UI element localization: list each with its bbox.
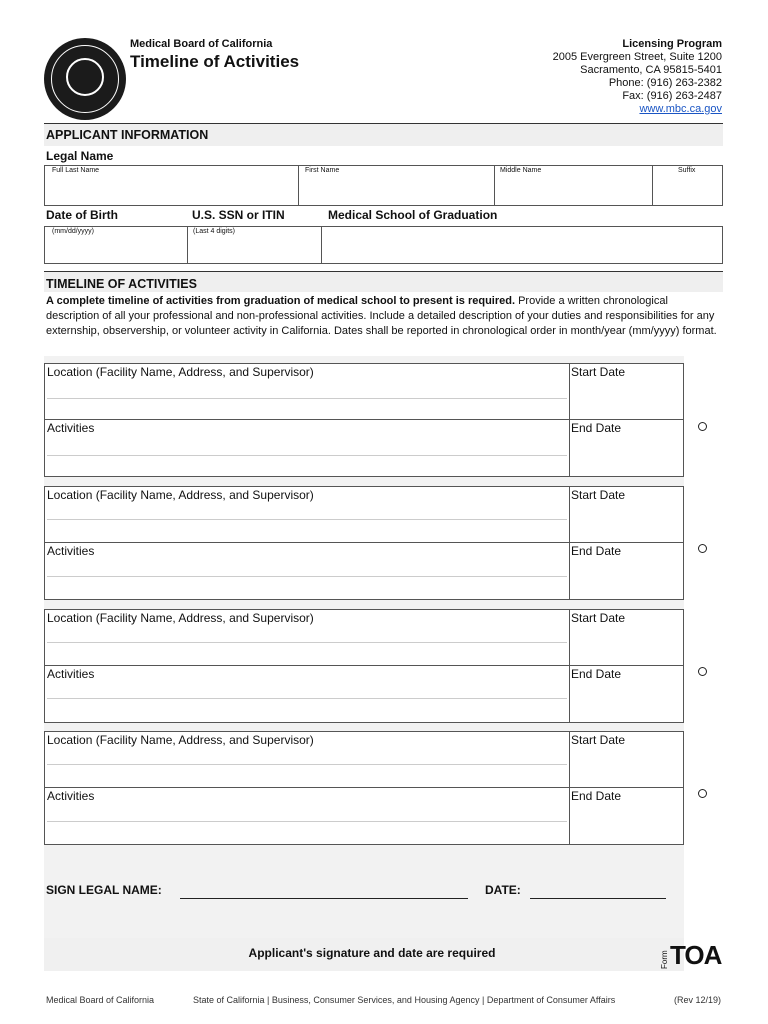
- timeline-section-title: TIMELINE OF ACTIVITIES: [46, 277, 197, 291]
- address-line-2: Sacramento, CA 95815-5401: [580, 64, 722, 76]
- entry-radio[interactable]: [698, 544, 707, 553]
- location-field[interactable]: Location (Facility Name, Address, and Supervisor): [47, 733, 314, 747]
- divider: [569, 487, 570, 599]
- divider: [569, 364, 570, 476]
- website-link[interactable]: www.mbc.ca.gov: [639, 103, 722, 115]
- divider: [187, 226, 188, 264]
- end-date-field[interactable]: End Date: [571, 544, 622, 558]
- dob-label: Date of Birth: [46, 208, 118, 222]
- writing-line: [47, 642, 567, 643]
- start-date-field[interactable]: Start Date: [571, 611, 626, 625]
- writing-line: [47, 576, 567, 577]
- footer-revision: (Rev 12/19): [674, 995, 722, 1005]
- date-label: DATE:: [485, 883, 521, 897]
- legal-name-row: [44, 165, 723, 206]
- applicant-section-title: APPLICANT INFORMATION: [46, 128, 209, 142]
- activity-entry: [44, 363, 684, 477]
- activities-field[interactable]: Activities: [47, 667, 95, 681]
- divider: [298, 165, 299, 206]
- divider: [45, 419, 683, 420]
- divider: [569, 610, 570, 722]
- med-school-label: Medical School of Graduation: [328, 208, 498, 222]
- phone: Phone: (916) 263-2382: [608, 77, 722, 89]
- entry-radio[interactable]: [698, 667, 707, 676]
- start-date-field[interactable]: Start Date: [571, 488, 626, 502]
- medical-board-seal-icon: [44, 38, 126, 120]
- writing-line: [47, 519, 567, 520]
- signature-date-line[interactable]: [530, 898, 666, 899]
- end-date-field[interactable]: End Date: [571, 789, 622, 803]
- instructions-text: Provide a written chronological description of all your professional and non-professional activities. Include a detailed description of your duties and responsibilities for any externship, observership, or volunteer activity in California. Dates shall be reported in chronological order in month/year (mm/yyyy) format.: [46, 295, 717, 337]
- start-date-field[interactable]: Start Date: [571, 733, 626, 747]
- entry-radio[interactable]: [698, 422, 707, 431]
- sign-legal-name-label: SIGN LEGAL NAME:: [46, 883, 162, 897]
- activity-entry: [44, 731, 684, 845]
- writing-line: [47, 455, 567, 456]
- form-title: Timeline of Activities: [130, 52, 300, 71]
- divider: [569, 732, 570, 844]
- program-name: Licensing Program: [622, 38, 722, 50]
- activities-field[interactable]: Activities: [47, 421, 95, 435]
- location-field[interactable]: Location (Facility Name, Address, and Supervisor): [47, 488, 314, 502]
- writing-line: [47, 821, 567, 822]
- form-word: Form: [660, 950, 669, 969]
- signature-required-note: Applicant's signature and date are required: [248, 946, 496, 960]
- last-name-field[interactable]: Full Last Name: [52, 167, 100, 174]
- timeline-instructions: [46, 294, 722, 339]
- end-date-field[interactable]: End Date: [571, 667, 622, 681]
- entry-radio[interactable]: [698, 789, 707, 798]
- suffix-field[interactable]: Suffix: [678, 167, 696, 174]
- seal-caduceus: [66, 58, 104, 96]
- legal-name-label: Legal Name: [46, 149, 114, 163]
- footer-org: Medical Board of California: [46, 995, 155, 1005]
- middle-name-field[interactable]: Middle Name: [500, 167, 542, 174]
- form-code: TOA: [670, 940, 722, 970]
- activity-entry: [44, 486, 684, 600]
- activity-entry: [44, 609, 684, 723]
- instructions-bold: A complete timeline of activities from graduation of medical school to present is required.: [46, 295, 516, 307]
- location-field[interactable]: Location (Facility Name, Address, and Supervisor): [47, 611, 314, 625]
- med-school-field[interactable]: [322, 227, 722, 263]
- address-line-1: 2005 Evergreen Street, Suite 1200: [552, 51, 722, 63]
- signature-line[interactable]: [180, 898, 468, 899]
- contact-block: [553, 38, 722, 116]
- writing-line: [47, 698, 567, 699]
- start-date-field[interactable]: Start Date: [571, 365, 626, 379]
- divider: [45, 665, 683, 666]
- divider: [45, 787, 683, 788]
- footer-agency: State of California | Business, Consumer Services, and Housing Agency | Department of Consumer Affairs: [193, 995, 616, 1005]
- divider: [652, 165, 653, 206]
- activities-field[interactable]: Activities: [47, 789, 95, 803]
- ssn-field[interactable]: (Last 4 digits): [193, 228, 236, 235]
- fax: Fax: (916) 263-2487: [622, 90, 722, 102]
- divider: [45, 542, 683, 543]
- writing-line: [47, 398, 567, 399]
- activities-field[interactable]: Activities: [47, 544, 95, 558]
- org-name: Medical Board of California: [130, 38, 273, 50]
- location-field[interactable]: Location (Facility Name, Address, and Supervisor): [47, 365, 314, 379]
- dob-field[interactable]: (mm/dd/yyyy): [52, 228, 94, 235]
- writing-line: [47, 764, 567, 765]
- ssn-label: U.S. SSN or ITIN: [192, 208, 285, 222]
- divider: [494, 165, 495, 206]
- end-date-field[interactable]: End Date: [571, 421, 622, 435]
- first-name-field[interactable]: First Name: [305, 167, 340, 174]
